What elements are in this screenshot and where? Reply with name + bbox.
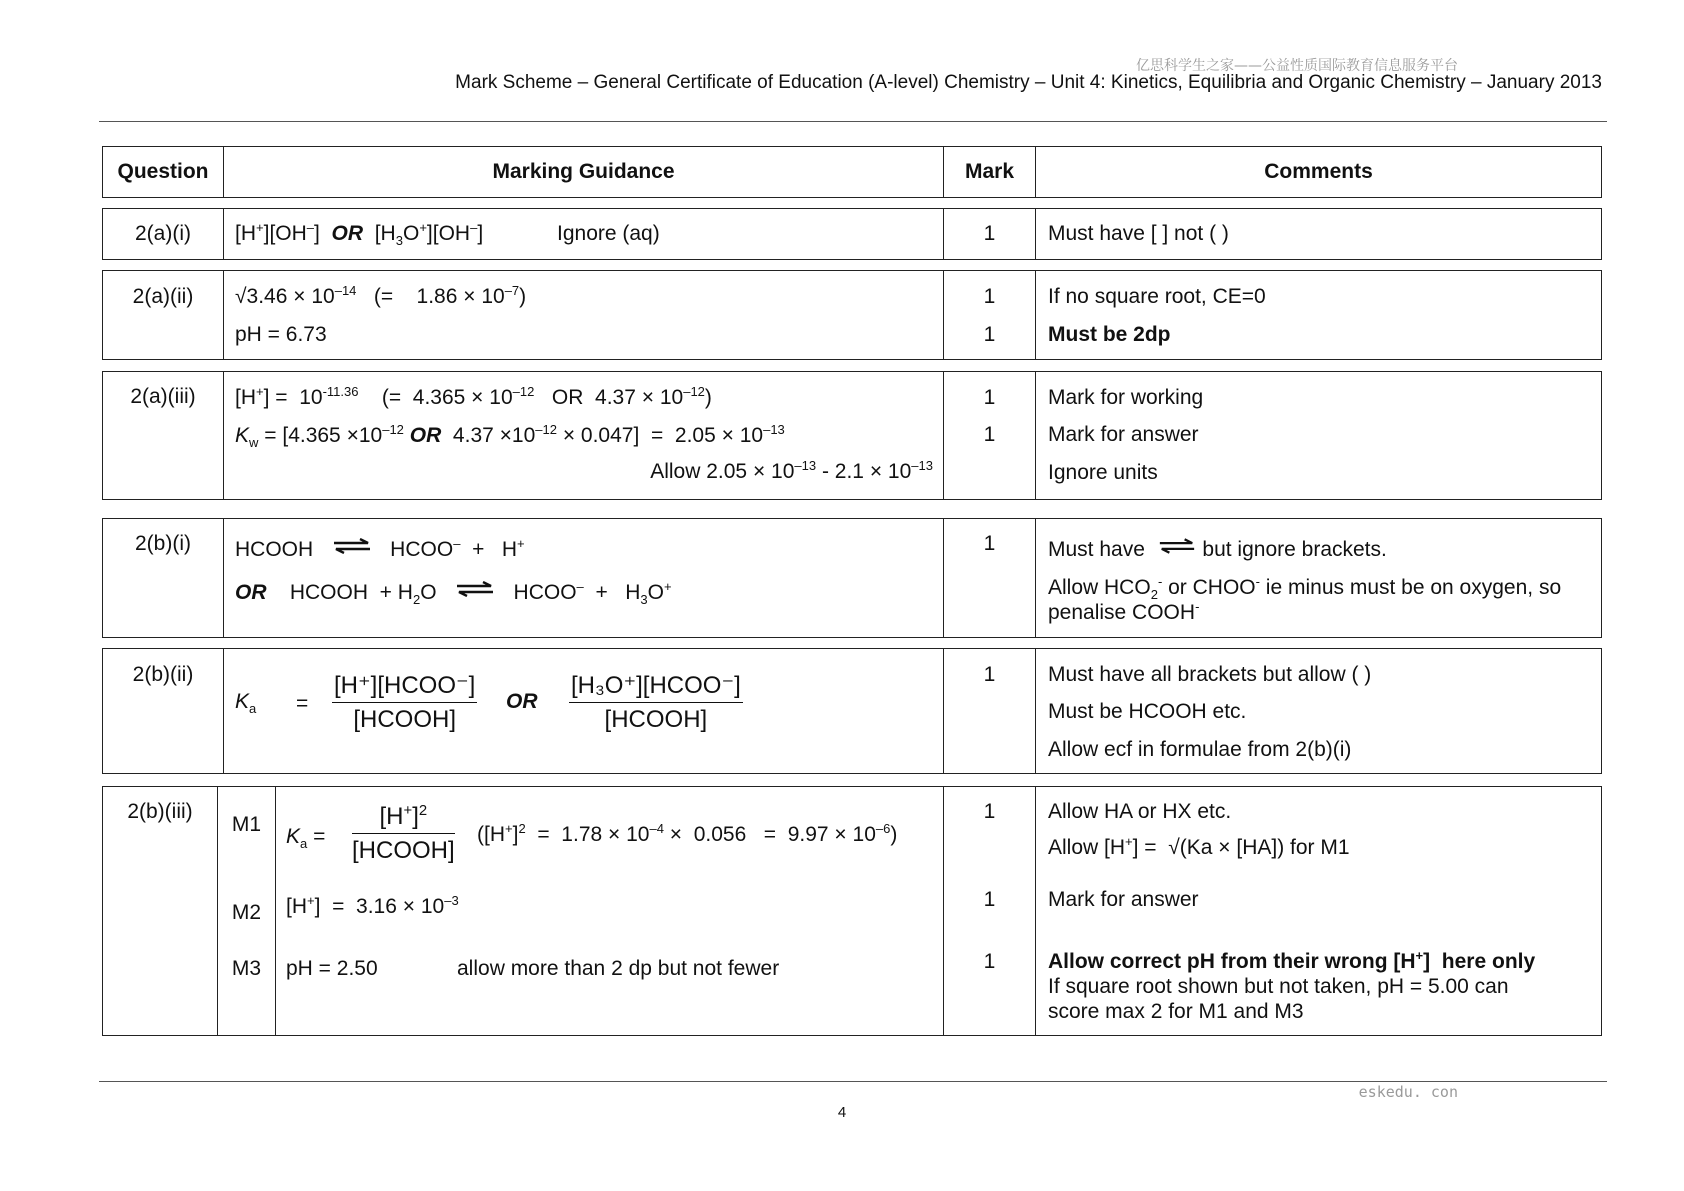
table-row-2aii [102,270,1602,360]
footer-rule [99,1081,1607,1082]
mark-value: 1 [983,532,996,555]
equals-sign: = [296,692,309,715]
mark-point-label: M3 [231,957,262,980]
watermark-bottom: eskedu. con [1358,1083,1458,1101]
question-number: 2(a)(i) [135,222,191,245]
mark-value: 1 [983,950,996,973]
comment: Mark for working [1048,386,1204,409]
question-number: 2(a)(ii) [132,285,194,308]
table-row-2biii [102,786,1602,1036]
denominator: [HCOOH] [352,837,455,864]
header-rule [99,121,1607,122]
question-number: 2(a)(iii) [130,385,196,408]
guidance-line-2: pH = 6.73 [235,323,327,346]
comment: Must have but ignore brackets. [1048,538,1387,561]
comment: If no square root, CE=0 [1048,285,1266,308]
comment: Allow $HCO_2^-$ or CHOO- ie minus must be on oxygen, so [1048,574,1562,603]
comment: Allow [H+] = √(Ka × [HA]) for M1 [1048,834,1350,859]
comment: Allow HA or HX etc. [1048,800,1232,823]
or-keyword: OR [235,581,267,604]
mark-value: 1 [983,888,996,911]
mark-value: 1 [983,386,996,409]
table-row-2ai [102,208,1602,260]
ka-symbol: $K_a$ [235,690,257,717]
table-row-2bi [102,518,1602,638]
comment: Mark for answer [1048,423,1199,446]
column-header-question: Question [117,160,209,183]
table-row-2bii [102,648,1602,774]
ka-fraction-2 [569,671,743,734]
denominator: [HCOOH] [353,706,456,733]
mark-value: 1 [983,285,996,308]
column-header-comments: Comments [1264,160,1373,183]
guidance-line-2: $K_w = [4.365 \times 10^{-12}$ OR $4.37 \times 10^{-12} \times 0.047] = 2.05 \times 10^{-13}$ [235,422,785,451]
question-number: 2(b)(ii) [132,663,194,686]
ka-symbol: $K_a$ = [286,825,326,852]
guidance-line-1: $√3.46 \times 10^{-14}$ (= $1.86 \times 10^{-7}$) [235,283,527,308]
equilibrium-arrow-icon [1157,538,1197,554]
page-number: 4 [837,1104,847,1121]
m3-answer: pH = 2.50 [286,957,378,980]
m3-note: allow more than 2 dp but not fewer [457,957,780,980]
comment: Allow correct pH from their wrong [H+] here only [1048,948,1536,973]
mark-value: 1 [983,222,996,245]
comment: If square root shown but not taken, pH = 5.00 can [1048,975,1509,998]
guidance-line-1: $[H^+] = 10^{-11.36}$ (= $4.365 \times 10^{-12}$ OR $4.37 \times 10^{-12}$) [235,384,712,409]
equilibrium-arrow-icon [331,538,373,554]
or-keyword: OR [409,424,442,447]
comment: Must be HCOOH etc. [1048,700,1247,723]
mark-value: 1 [983,423,996,446]
denominator: [HCOOH] [604,706,708,733]
numerator: [H⁺][HCOO⁻] [332,671,477,703]
equilibrium-arrow-icon [454,581,496,597]
watermark-top: 亿思科学生之家——公益性质国际教育信息服务平台 [1136,58,1458,74]
comment: Mark for answer [1048,888,1199,911]
ka-fraction-1 [332,671,477,734]
question-number: 2(b)(iii) [127,800,193,823]
guidance-expression: [H+][OH–] OR $[H_3O^+][OH^-]$ [235,220,484,249]
m2-answer: $[H^+] = 3.16 \times 10^{-3}$ [286,893,459,918]
running-header: Mark Scheme – General Certificate of Education (A-level) Chemistry – Unit 4: Kinetics, Equilibria and Organic Chemistry – January 2013 [455,72,1602,93]
mark-value: 1 [983,323,996,346]
or-keyword: OR [506,690,538,713]
equation-1: HCOOH HCOO– + H+ [235,536,525,561]
ka-fraction [352,803,455,865]
column-header-mark: Mark [964,160,1015,183]
comment: Must have [ ] not ( ) [1048,222,1229,245]
or-keyword: OR [331,222,364,245]
comment: Ignore units [1048,461,1158,484]
comment-continued: penalise COOH- [1048,599,1200,624]
equation-2: OR HCOOH + $H_2O$ HCOO– + $H_3O^+$ [235,579,672,608]
column-header-guidance: Marking Guidance [492,160,675,183]
mark-value: 1 [983,800,996,823]
guidance-line-3: Allow $2.05 \times 10^{-13} - 2.1 \times 10^{-13}$ [650,458,933,483]
mark-point-label: M1 [231,813,262,836]
m1-working: $([H^+]^2 = 1.78 \times 10^{-4} \times 0.056 = 9.97 \times 10^{-6})$ [477,821,898,846]
question-number: 2(b)(i) [135,532,191,555]
comment: score max 2 for M1 and M3 [1048,1000,1304,1023]
comment: Allow ecf in formulae from 2(b)(i) [1048,738,1352,761]
guidance-note: Ignore (aq) [557,222,660,245]
mark-value: 1 [983,663,996,686]
numerator: $[H^+]^2$ [352,803,455,834]
comment: Must be 2dp [1048,323,1171,346]
table-row-2aiii [102,371,1602,500]
mark-point-label: M2 [231,901,262,924]
table-header-row [102,146,1602,198]
comment: Must have all brackets but allow ( ) [1048,663,1372,686]
numerator: [H₃O⁺][HCOO⁻] [569,671,743,703]
